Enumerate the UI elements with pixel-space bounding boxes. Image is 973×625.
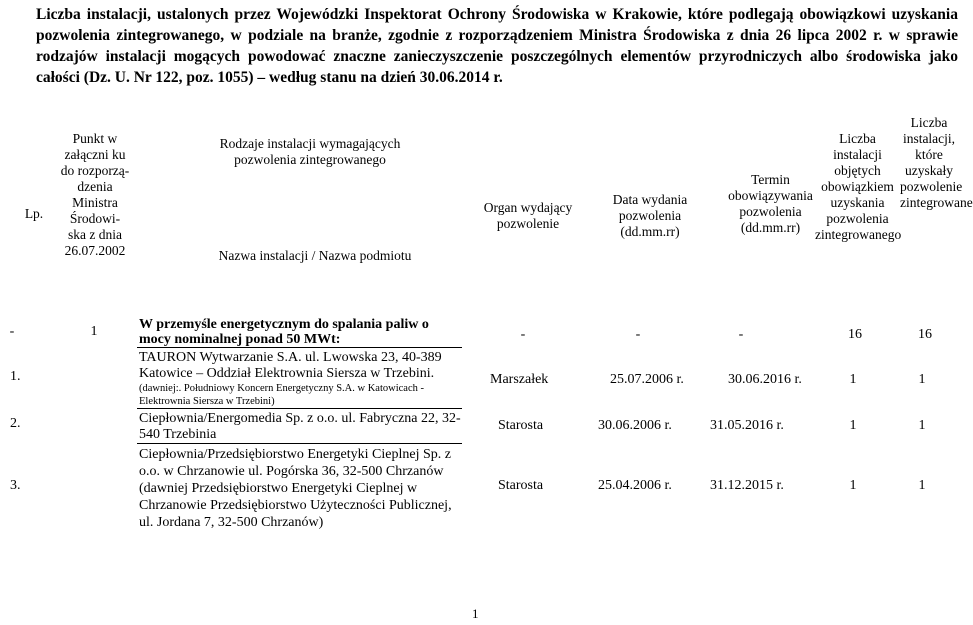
- category-punkt: 1: [90, 324, 98, 339]
- row-name: Ciepłownia/Energomedia Sp. z o.o. ul. Fabryczna 22, 32-540 Trzebinia: [139, 411, 461, 442]
- row-termin: 31.12.2015 r.: [710, 478, 784, 493]
- header-data: Data wydania pozwolenia (dd.mm.rr): [612, 192, 688, 239]
- category-name: W przemyśle energetycznym do spalania paliw o mocy nominalnej ponad 50 MWt:: [139, 317, 429, 347]
- row-liczba-uzyskaly: 1: [918, 478, 926, 493]
- row-lp: 3.: [10, 478, 21, 493]
- row-name: TAURON Wytwarzanie S.A. ul. Lwowska 23, 40-389 Katowice – Oddział Elektrownia Siersza w Trzebini.: [139, 350, 442, 381]
- header-rodzaje: Rodzaje instalacji wymagających pozwolenia zintegrowanego: [219, 136, 401, 167]
- row-data: 25.07.2006 r.: [610, 372, 684, 387]
- row-termin: 30.06.2016 r.: [728, 372, 802, 387]
- row-divider: [137, 408, 462, 409]
- category-data: -: [635, 327, 641, 342]
- header-termin: Termin obowiązywania pozwolenia (dd.mm.rr): [728, 172, 813, 235]
- row-note: (dawniej:. Południowy Koncern Energetyczny S.A. w Katowicach - Elektrownia Siersza w Trzebini): [139, 383, 424, 407]
- row-name: Ciepłownia/Przedsiębiorstwo Energetyki Cieplnej Sp. z o.o. w Chrzanowie ul. Pogórska 36, 32-500 Chrzanów (dawniej Przedsiębiorstwo Energetyki Cieplnej w Chrzanowie Przedsiębiorstwo Użyteczności Publicznej, ul. Jordana 7, 32-500 Chrzanów): [139, 447, 452, 530]
- category-lp: -: [9, 324, 15, 339]
- category-organ: -: [520, 327, 526, 342]
- row-organ: Marszałek: [490, 372, 549, 387]
- header-liczba-uzyskaly: Liczba instalacji, które uzyskały pozwolenie zintegrowane: [900, 115, 973, 210]
- header-liczba-objetych: Liczba instalacji objętych obowiązkiem uzyskania pozwolenia zintegrowanego: [815, 131, 902, 242]
- row-liczba-objetych: 1: [849, 478, 857, 493]
- category-termin: -: [738, 327, 744, 342]
- category-liczba-uzyskaly: 16: [918, 327, 932, 342]
- page-number: 1: [472, 606, 479, 621]
- row-liczba-objetych: 1: [849, 372, 857, 387]
- category-liczba-objetych: 16: [848, 327, 862, 342]
- header-lp: Lp.: [24, 206, 44, 221]
- row-liczba-uzyskaly: 1: [918, 372, 926, 387]
- header-nazwa: Nazwa instalacji / Nazwa podmiotu: [218, 248, 412, 263]
- row-termin: 31.05.2016 r.: [710, 418, 784, 433]
- header-punkt: Punkt w załączni ku do rozporzą- dzenia Ministra Środowi- ska z dnia 26.07.2002: [60, 131, 130, 258]
- row-liczba-objetych: 1: [849, 418, 857, 433]
- category-underline: [137, 347, 462, 348]
- row-liczba-uzyskaly: 1: [918, 418, 926, 433]
- row-data: 30.06.2006 r.: [598, 418, 672, 433]
- header-organ: Organ wydający pozwolenie: [483, 200, 573, 231]
- row-organ: Starosta: [498, 478, 544, 493]
- row-lp: 2.: [10, 416, 21, 431]
- row-divider: [137, 443, 462, 444]
- row-data: 25.04.2006 r.: [598, 478, 672, 493]
- document-title: Liczba instalacji, ustalonych przez Wojewódzki Inspektorat Ochrony Środowiska w Krakowie, które podlegają obowiązkowi uzyskania pozwolenia zintegrowanego, w podziale na branże, zgodnie z rozporządzeniem Ministra Środowiska z dnia 26 lipca 2002 r. w sprawie rodzajów instalacji mogących powodować znaczne zanieczyszczenie poszczególnych elementów przyrodniczych albo środowiska jako całości (Dz. U. Nr 122, poz. 1055) – według stanu na dzień 30.06.2014 r.: [36, 6, 958, 86]
- row-lp: 1.: [10, 369, 21, 384]
- row-organ: Starosta: [498, 418, 544, 433]
